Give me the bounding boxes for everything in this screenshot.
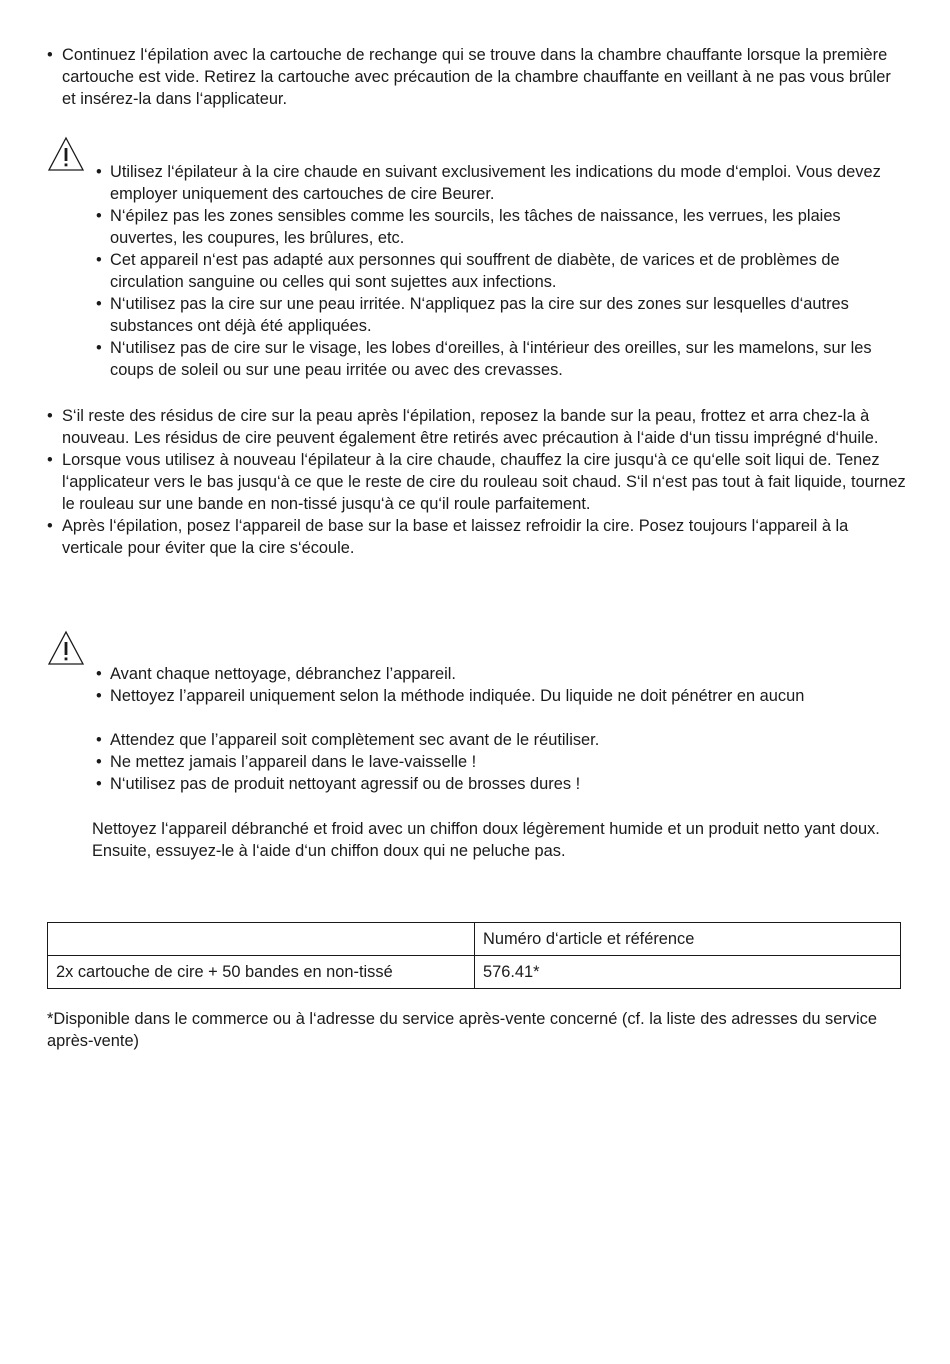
list-item: • N‘épilez pas les zones sensibles comme les sourcils, les tâches de naissance, les verrues, les plaies ouvertes, les coupures, les brûlures, etc. [96, 207, 841, 247]
list-item: • Avant chaque nettoyage, débranchez l’appareil. [96, 665, 456, 683]
list-item: • Cet appareil n‘est pas adapté aux personnes qui souffrent de diabète, de varices et de problèmes de circulation sanguine ou celles qui sont sujettes aux infections. [96, 251, 840, 291]
bullet-list [96, 161, 911, 381]
footnote: *Disponible dans le commerce ou à l‘adresse du service après-vente concerné (cf. la liste des adresses du service après-vente) [47, 1010, 877, 1050]
cleaning-paragraph: Nettoyez l‘appareil débranché et froid avec un chiffon doux légèrement humide et un produit netto yant doux. Ensuite, essuyez-le à l‘aide d‘un chiffon doux qui ne peluche pas. [92, 820, 880, 860]
table-cell: 576.41* [475, 956, 901, 989]
warning-triangle-icon [47, 136, 85, 172]
list-item: • Utilisez l‘épilateur à la cire chaude en suivant exclusivement les indications du mode d‘emploi. Vous devez employer uniquement des cartouches de cire Beurer. [96, 163, 881, 203]
warning-section-cleaning [96, 663, 911, 707]
bullet-list [47, 44, 907, 110]
list-item: • Attendez que l’appareil soit complètement sec avant de le réutiliser. [96, 731, 600, 749]
list-item: • Lorsque vous utilisez à nouveau l‘épilateur à la cire chaude, chauffez la cire jusqu‘à ce qu‘elle soit liqui de. Tenez l‘applicateur vers le bas jusqu‘à ce que le reste de cire du rouleau soit chaud. S‘il n‘est pas tout à fait liquide, tournez le rouleau sur une bande en non-tissé jusqu‘à ce qu‘il roule parfaitement. [47, 451, 906, 513]
table-header-cell: Numéro d‘article et référence [475, 923, 901, 956]
list-item: • Nettoyez l’appareil uniquement selon la méthode indiquée. Du liquide ne doit pénétrer en aucun [96, 687, 805, 705]
warning-section-cleaning-cont [96, 729, 911, 795]
list-item: • Ne mettez jamais l’appareil dans le lave-vaisselle ! [96, 753, 477, 771]
warning-section-usage [96, 161, 911, 381]
warning-triangle-icon [47, 630, 85, 666]
table-cell: 2x cartouche de cire + 50 bandes en non-tissé [48, 956, 475, 989]
list-item: • Continuez l‘épilation avec la cartouche de rechange qui se trouve dans la chambre chauffante lorsque la première cartouche est vide. Retirez la cartouche avec précaution de la chambre chauffante en veillant à ne pas vous brûler et insérez-la dans l‘applicateur. [47, 46, 891, 108]
bullet-list [96, 663, 911, 707]
list-item: • N‘utilisez pas de produit nettoyant agressif ou de brosses dures ! [96, 775, 581, 793]
list-item: • S‘il reste des résidus de cire sur la peau après l‘épilation, reposez la bande sur la peau, frottez et arra chez-la à nouveau. Les résidus de cire peuvent également être retirés avec précaution à l‘aide d‘un tissu imprégné d‘huile. [47, 407, 879, 447]
section-after-use [47, 405, 907, 559]
table-header-row [48, 923, 901, 956]
accessories-table [47, 922, 901, 989]
list-item: • N‘utilisez pas la cire sur une peau irritée. N‘appliquez pas la cire sur des zones sur lesquelles d‘autres substances ont déjà été appliquées. [96, 295, 849, 335]
list-item: • Après l‘épilation, posez l‘appareil de base sur la base et laissez refroidir la cire. Posez toujours l‘appareil à la verticale pour éviter que la cire s‘écoule. [47, 517, 849, 557]
bullet-list [96, 729, 911, 795]
bullet-list [47, 405, 907, 559]
table-header-cell [48, 923, 475, 956]
section-refill [47, 44, 907, 110]
table-row [48, 956, 901, 989]
list-item: • N‘utilisez pas de cire sur le visage, les lobes d‘oreilles, à l‘intérieur des oreilles, sur les mamelons, sur les coups de soleil ou sur une peau irritée ou avec des crevasses. [96, 339, 872, 379]
